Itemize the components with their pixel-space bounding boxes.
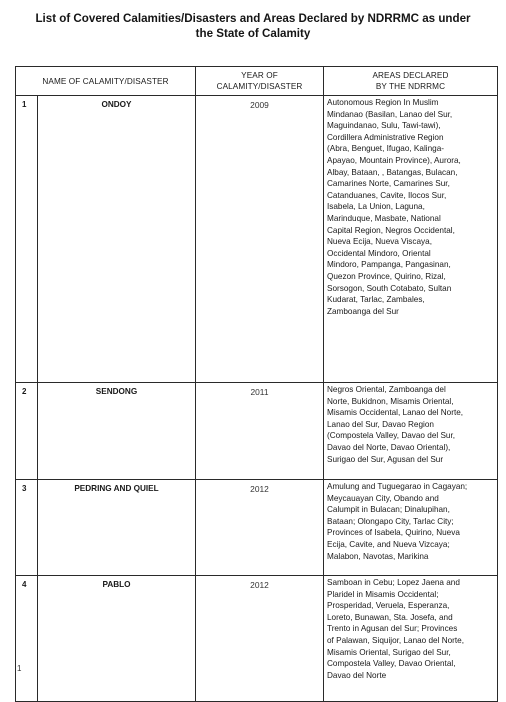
row-number: 2	[16, 383, 38, 480]
title-line-1: List of Covered Calamities/Disasters and Areas Declared by NDRRMC as under	[35, 12, 471, 25]
page-number: 1	[17, 664, 22, 673]
areas-declared: Negros Oriental, Zamboanga del Norte, Bukidnon, Misamis Oriental, Misamis Occidental, Lanao del Norte, Lanao del Sur, Davao Region (Compostela Valley, Davao del Sur, Davao del Norte, Davao Oriental), Surigao del Sur, Agusan del Sur	[324, 383, 498, 480]
header-areas: AREAS DECLARED BY THE NDRRMC	[324, 67, 498, 96]
calamity-name: PEDRING AND QUIEL	[38, 480, 196, 576]
areas-declared: Autonomous Region In Muslim Mindanao (Basilan, Lanao del Sur, Maguindanao, Sulu, Tawi-tawi), Cordillera Administrative Region (Abra, Benguet, Ifugao, Kalinga- Apayao, Mountain Province), Aurora, Albay, Bataan, , Batangas, Bulacan, Camarines Norte, Camarines Sur, Catanduanes, Cavite, Ilocos Sur, Isabela, La Union, Laguna, Marinduque, Masbate, National Capital Region, Negros Occidental, Nueva Ecija, Nueva Viscaya, Occidental Mindoro, Oriental Mindoro, Pampanga, Pangasinan, Quezon Province, Quirino, Rizal, Sorsogon, South Cotabato, Sultan Kudarat, Tarlac, Zambales, Zamboanga del Sur	[324, 96, 498, 383]
calamity-year: 2011	[196, 383, 324, 480]
table-row	[16, 576, 498, 702]
areas-declared: Samboan in Cebu; Lopez Jaena and Plaridel in Misamis Occidental; Prosperidad, Veruela, Esperanza, Loreto, Bunawan, Sta. Josefa, and Trento in Agusan del Sur; Provinces of Palawan, Siquijor, Lanao del Norte, Misamis Oriental, Surigao del Sur, Compostela Valley, Davao Oriental, Davao del Norte	[324, 576, 498, 702]
calamity-year: 2009	[196, 96, 324, 383]
row-number: 4	[16, 576, 38, 702]
calamity-year: 2012	[196, 480, 324, 576]
row-number: 1	[16, 96, 38, 383]
table-row	[16, 480, 498, 576]
calamity-name: PABLO	[38, 576, 196, 702]
table-row	[16, 383, 498, 480]
table-header-row	[16, 67, 498, 96]
calamity-name: ONDOY	[38, 96, 196, 383]
calamity-name: SENDONG	[38, 383, 196, 480]
areas-declared: Amulung and Tuguegarao in Cagayan; Meycauayan City, Obando and Calumpit in Bulacan; Dinalupihan, Bataan; Olongapo City, Tarlac City; Provinces of Isabela, Quirino, Nueva Ecija, Cavite, and Nueva Vizcaya; Malabon, Navotas, Marikina	[324, 480, 498, 576]
table-row	[16, 96, 498, 383]
calamity-table	[15, 66, 498, 702]
row-number: 3	[16, 480, 38, 576]
header-year: YEAR OF CALAMITY/DISASTER	[196, 67, 324, 96]
calamity-year: 2012	[196, 576, 324, 702]
header-name: NAME OF CALAMITY/DISASTER	[16, 67, 196, 96]
document-title	[0, 11, 506, 41]
title-line-2: the State of Calamity	[195, 27, 311, 40]
